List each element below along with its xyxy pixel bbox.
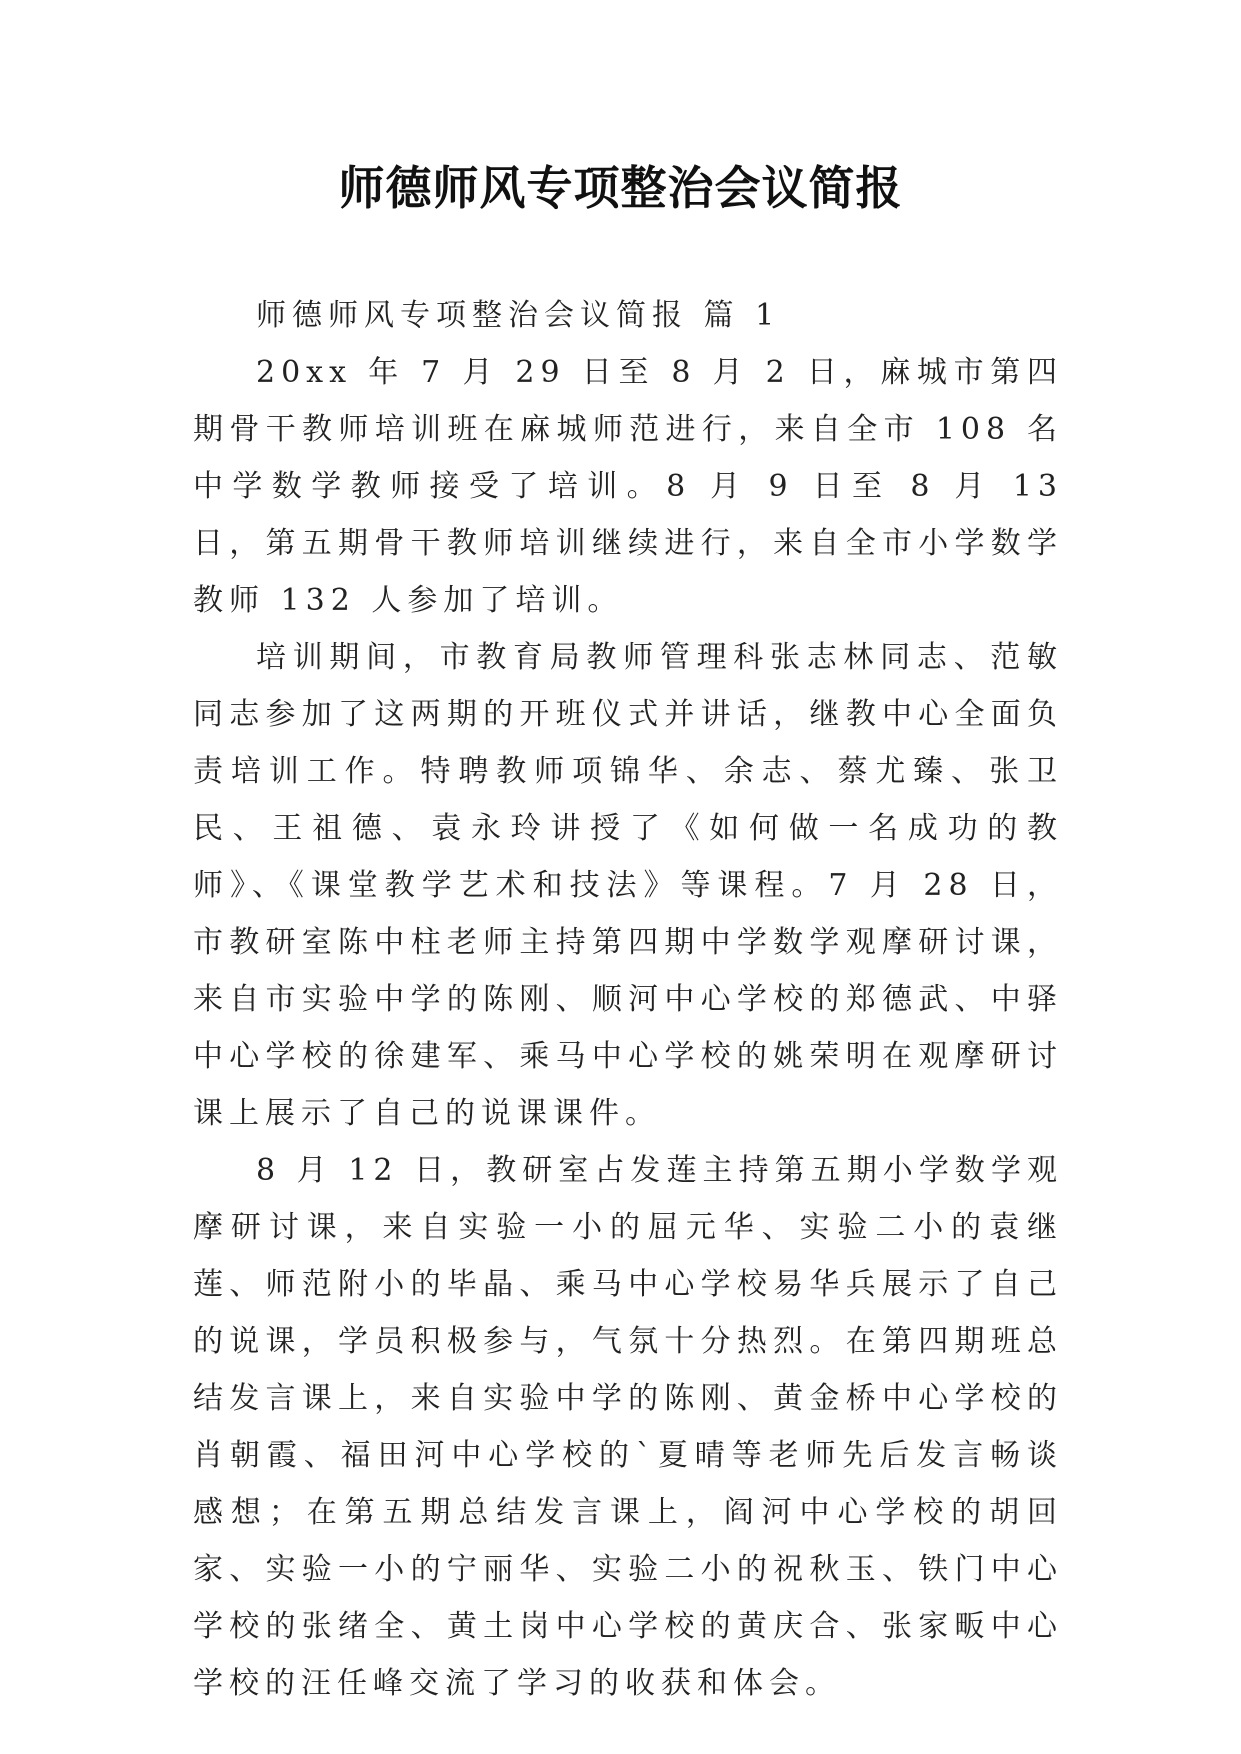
document-body xyxy=(193,287,1063,1712)
paragraph-3: 8 月 12 日，教研室占发莲主持第五期小学数学观摩研讨课，来自实验一小的屈元华、实验二小的袁继莲、师范附小的毕晶、乘马中心学校易华兵展示了自己的说课，学员积极参与，气氛十分热烈。在第四期班总结发言课上，来自实验中学的陈刚、黄金桥中心学校的肖朝霞、福田河中心学校的`夏晴等老师先后发言畅谈感想；在第五期总结发言课上，阎河中心学校的胡回家、实验一小的宁丽华、实验二小的祝秋玉、铁门中心学校的张绪全、黄土岗中心学校的黄庆合、张家畈中心学校的汪任峰交流了学习的收获和体会。 xyxy=(193,1153,1063,1701)
document-title: 师德师风专项整治会议简报 xyxy=(338,161,903,215)
paragraph-1: 20xx 年 7 月 29 日至 8 月 2 日，麻城市第四期骨干教师培训班在麻城师范进行，来自全市 108 名中学数学教师接受了培训。8 月 9 日至 8 月 13 日，第五期骨干教师培训继续进行，来自全市小学数学教师 132 人参加了培训。 xyxy=(193,355,1063,618)
section-heading: 师德师风专项整治会议简报 篇 1 xyxy=(256,298,781,333)
paragraph-2: 培训期间，市教育局教师管理科张志林同志、范敏同志参加了这两期的开班仪式并讲话，继教中心全面负责培训工作。特聘教师项锦华、余志、蔡尤臻、张卫民、王祖德、袁永玲讲授了《如何做一名成功的教师》、《课堂教学艺术和技法》等课程。7 月 28 日，市教研室陈中柱老师主持第四期中学数学观摩研讨课，来自市实验中学的陈刚、顺河中心学校的郑德武、中驿中心学校的徐建军、乘马中心学校的姚荣明在观摩研讨课上展示了自己的说课课件。 xyxy=(193,640,1063,1131)
